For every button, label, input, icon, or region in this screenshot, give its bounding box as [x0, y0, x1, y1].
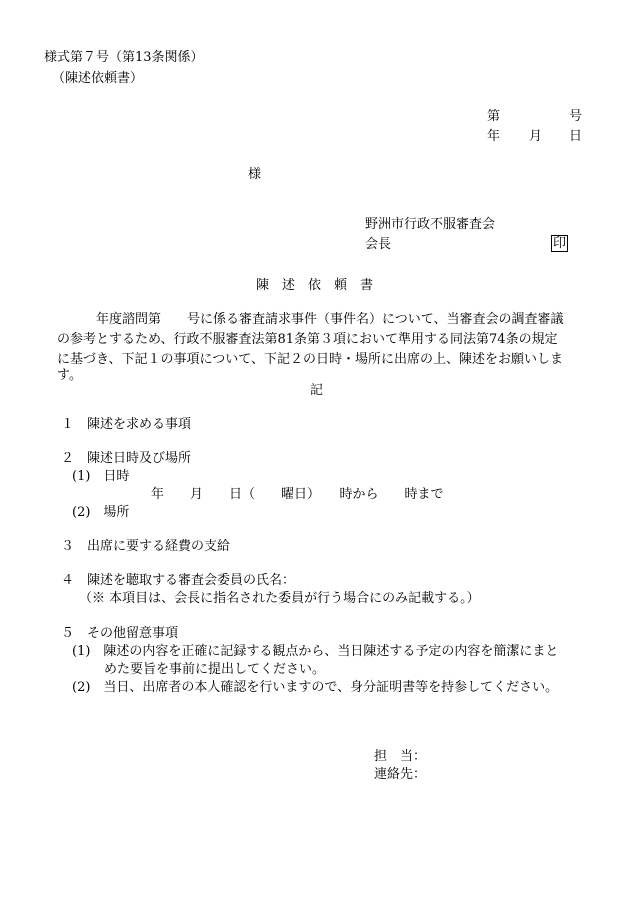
item-5-1b: めた要旨を事前に提出してください。 [104, 662, 326, 677]
body-line-2: の参考とするため、行政不服審査法第81条第３項において準用する同法第74条の規定 [57, 332, 558, 347]
body-line-4: す。 [57, 368, 82, 383]
ki-heading: 記 [310, 383, 324, 398]
sender-org: 野洲市行政不服審査会 [365, 217, 496, 232]
contact-tanto: 担 当： [374, 749, 427, 764]
item-5-1a: (1) 陳述の内容を正確に記録する観点から、当日陳述する予定の内容を簡潔にまと [72, 644, 559, 659]
form-label: 様式第７号（第13条関係） [44, 50, 204, 65]
doc-number-dai: 第 [487, 109, 501, 124]
item-3: ３ 出席に要する経費の支給 [61, 539, 231, 554]
item-2-datetime: 年 月 日（ 曜日） 時から 時まで [151, 487, 444, 502]
item-5-2: (2) 当日、出席者の本人確認を行いますので、身分証明書等を持参してください。 [72, 680, 559, 695]
item-1: １ 陳述を求める事項 [61, 417, 192, 432]
addressee-sama: 様 [248, 167, 262, 182]
date-year: 年 [487, 129, 501, 144]
item-4-note: （※ 本項目は、会長に指名された委員が行う場合にのみ記載する。） [79, 591, 480, 606]
contact-renrakusaki: 連絡先： [374, 767, 427, 782]
form-subtitle: （陳述依頼書） [52, 71, 144, 86]
item-2: ２ 陳述日時及び場所 [61, 451, 192, 466]
doc-number-go: 号 [569, 109, 583, 124]
item-2-1: (1) 日時 [72, 469, 130, 484]
date-month: 月 [529, 129, 543, 144]
sender-title: 会長 [365, 237, 392, 252]
document-title: 陳 述 依 頼 書 [256, 278, 374, 293]
date-day: 日 [569, 129, 583, 144]
item-2-2: (2) 場所 [72, 505, 130, 520]
body-line-3: に基づき、下記１の事項について、下記２の日時・場所に出席の上、陳述をお願いしま [57, 352, 563, 367]
item-4: ４ 陳述を聴取する審査会委員の氏名： [61, 573, 296, 588]
item-5: ５ その他留意事項 [61, 626, 179, 641]
seal-stamp: 印 [553, 236, 567, 251]
body-line-1: 年度諮問第 号に係る審査請求事件（事件名）について、当審査会の調査審議 [96, 312, 564, 327]
